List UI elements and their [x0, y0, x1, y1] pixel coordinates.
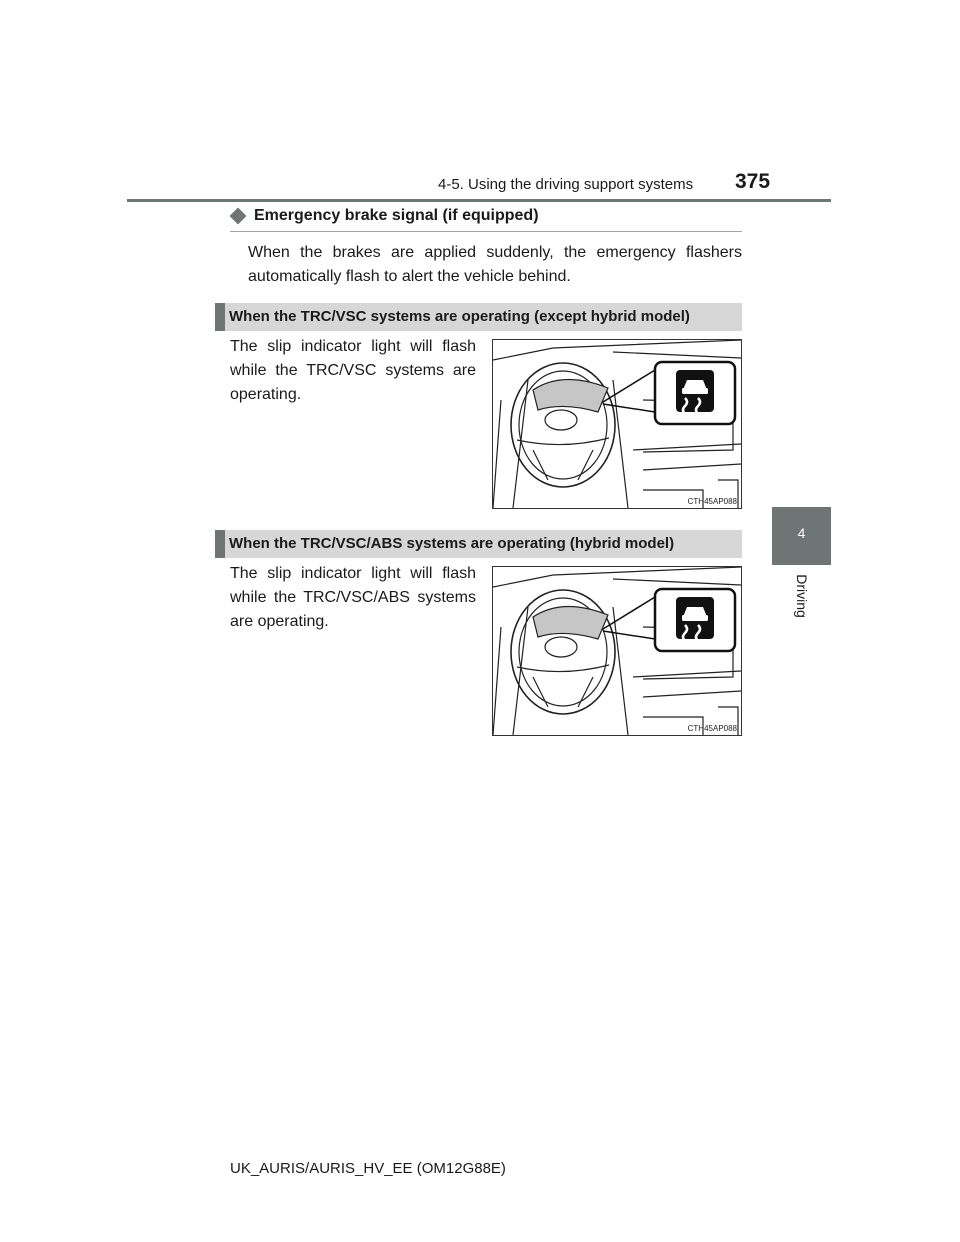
dashboard-illustration-1 [492, 339, 742, 509]
slip-indicator-icon [676, 597, 714, 641]
chapter-label [788, 568, 808, 628]
chapter-number: 4 [797, 525, 806, 541]
chapter-label-text: Driving [793, 574, 810, 618]
dashboard-drawing [493, 340, 741, 508]
section-body-trc-vsc: The slip indicator light will flash while the TRC/VSC systems are operating. [230, 338, 476, 403]
section-heading-trc-vsc-abs: When the TRC/VSC/ABS systems are operating (hybrid model) [215, 530, 742, 558]
page-number: 375 [735, 170, 771, 193]
emergency-brake-subsection [230, 207, 742, 289]
footer-document-code: UK_AURIS/AURIS_HV_EE (OM12G88E) [230, 1160, 506, 1177]
dashboard-drawing [493, 567, 741, 735]
slip-indicator-callout [603, 589, 735, 651]
slip-indicator-icon [676, 370, 714, 414]
header-section-title: 4-5. Using the driving support systems [438, 176, 694, 193]
header-rule [127, 199, 831, 202]
subsection-heading-text: Emergency brake signal (if equipped) [254, 207, 539, 224]
section-heading-trc-vsc: When the TRC/VSC systems are operating (except hybrid model) [215, 303, 742, 331]
diamond-icon [230, 208, 247, 225]
chapter-tab [772, 507, 831, 565]
subsection-rule [230, 231, 742, 232]
subsection-heading [230, 207, 742, 225]
slip-indicator-callout [603, 362, 735, 424]
dashboard-illustration-2 [492, 566, 742, 736]
emergency-body-text: When the brakes are applied suddenly, the emergency flashers automatically flash to alert the vehicle behind. [248, 244, 742, 285]
illustration-code: CTH45AP088 [687, 724, 737, 733]
illustration-code: CTH45AP088 [687, 497, 737, 506]
section-body-trc-vsc-abs: The slip indicator light will flash while the TRC/VSC/ABS systems are operating. [230, 565, 476, 630]
